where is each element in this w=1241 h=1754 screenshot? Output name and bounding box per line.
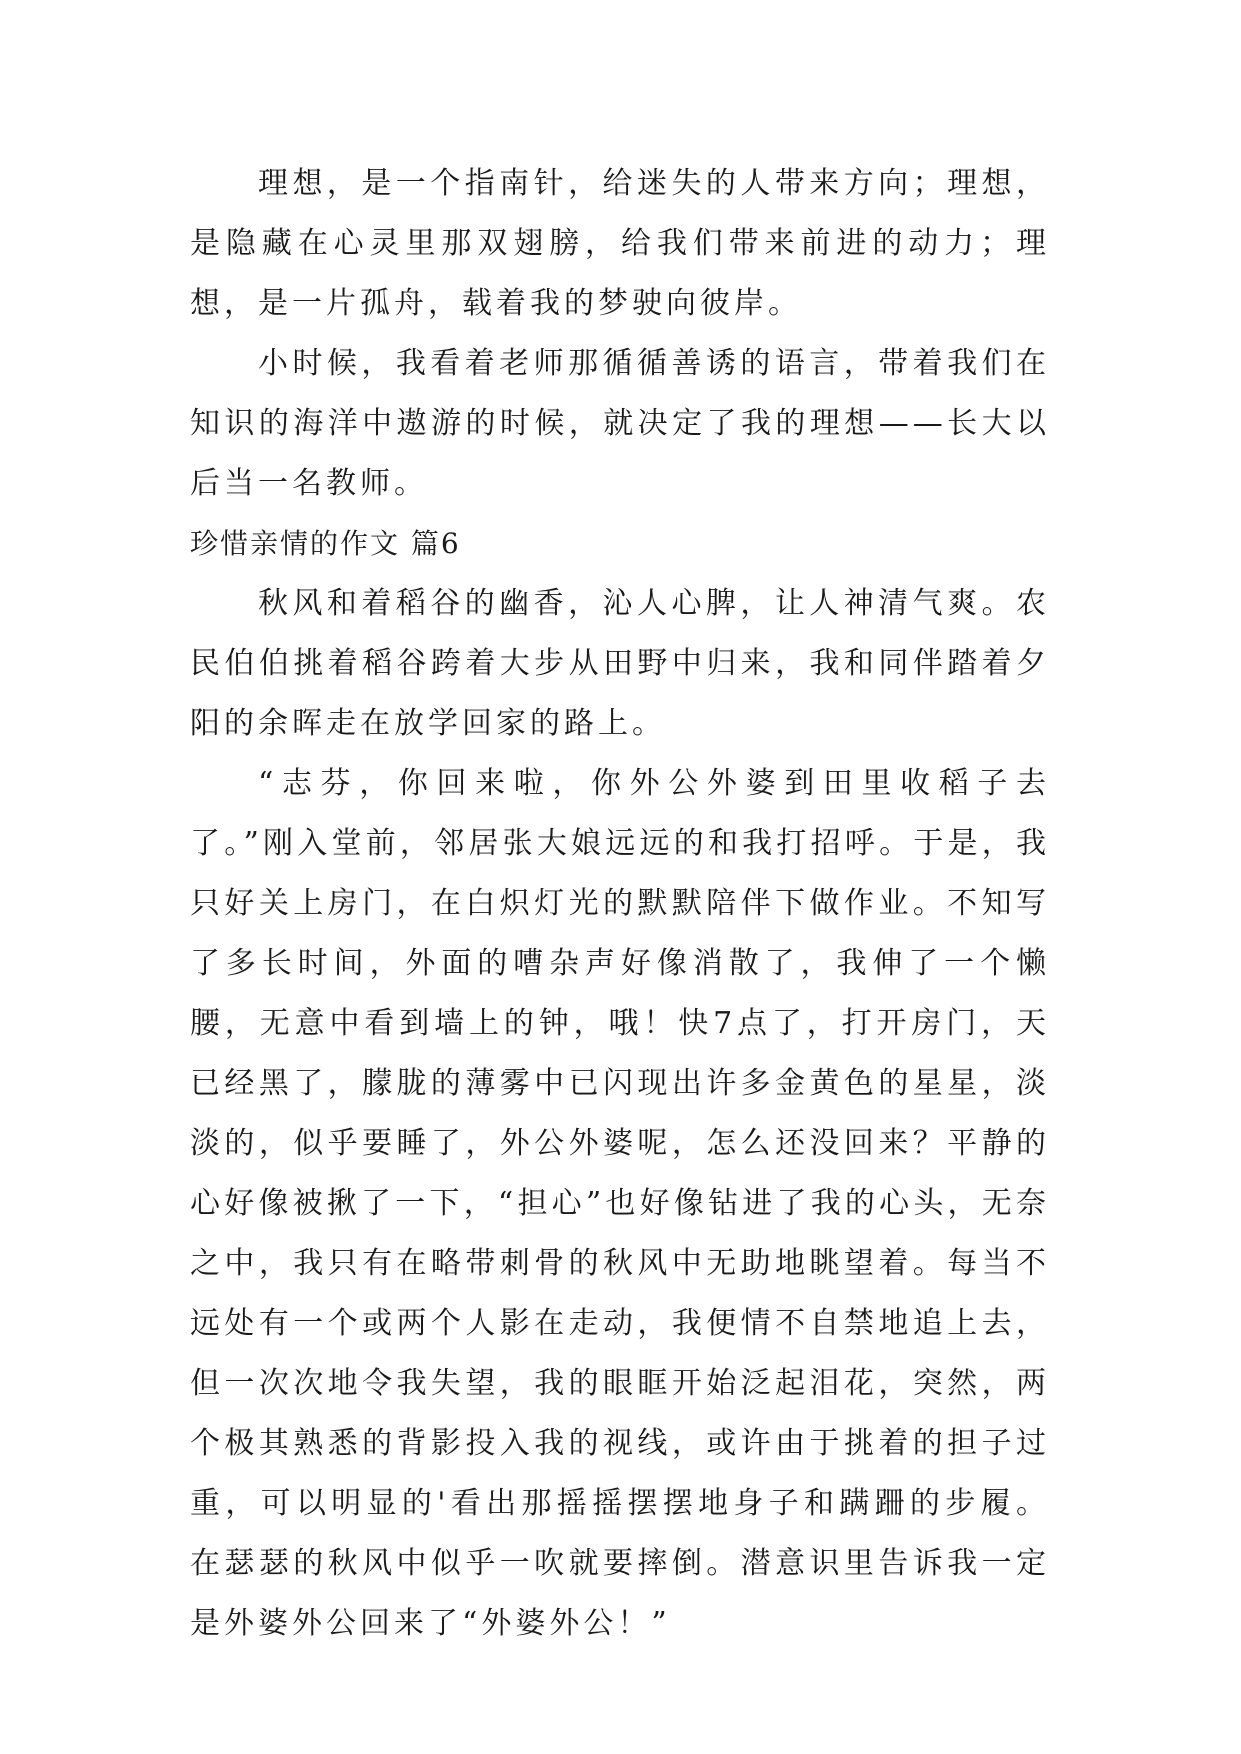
paragraph-childhood: 小时候，我看着老师那循循善诱的语言，带着我们在知识的海洋中遨游的时候，就决定了我的理想——长大以后当一名教师。 xyxy=(190,346,1050,501)
paragraph-ideal: 理想，是一个指南针，给迷失的人带来方向；理想，是隐藏在心灵里那双翅膀，给我们带来前进的动力；理想，是一片孤舟，载着我的梦驶向彼岸。 xyxy=(190,166,1050,321)
document-body xyxy=(190,154,1050,1654)
section-heading: 珍惜亲情的作文 篇6 xyxy=(190,527,461,560)
paragraph-story: “志芬，你回来啦，你外公外婆到田里收稻子去了。”刚入堂前，邻居张大娘远远的和我打招呼。于是，我只好关上房门，在白炽灯光的默默陪伴下做作业。不知写了多长时间，外面的嘈杂声好像消散了，我伸了一个懒腰，无意中看到墙上的钟，哦！快7点了，打开房门，天已经黑了，朦胧的薄雾中已闪现出许多金黄色的星星，淡淡的，似乎要睡了，外公外婆呢，怎么还没回来？平静的心好像被揪了一下，“担心”也好像钻进了我的心头，无奈之中，我只有在略带刺骨的秋风中无助地眺望着。每当不远处有一个或两个人影在走动，我便情不自禁地追上去，但一次次地令我失望，我的眼眶开始泛起泪花，突然，两个极其熟悉的背影投入我的视线，或许由于挑着的担子过重，可以明显的'看出那摇摇摆摆地身子和蹒跚的步履。在瑟瑟的秋风中似乎一吹就要摔倒。潜意识里告诉我一定是外婆外公回来了“外婆外公！” xyxy=(190,766,1050,1641)
paragraph-autumn: 秋风和着稻谷的幽香，沁人心脾，让人神清气爽。农民伯伯挑着稻谷跨着大步从田野中归来，我和同伴踏着夕阳的余晖走在放学回家的路上。 xyxy=(190,586,1050,741)
